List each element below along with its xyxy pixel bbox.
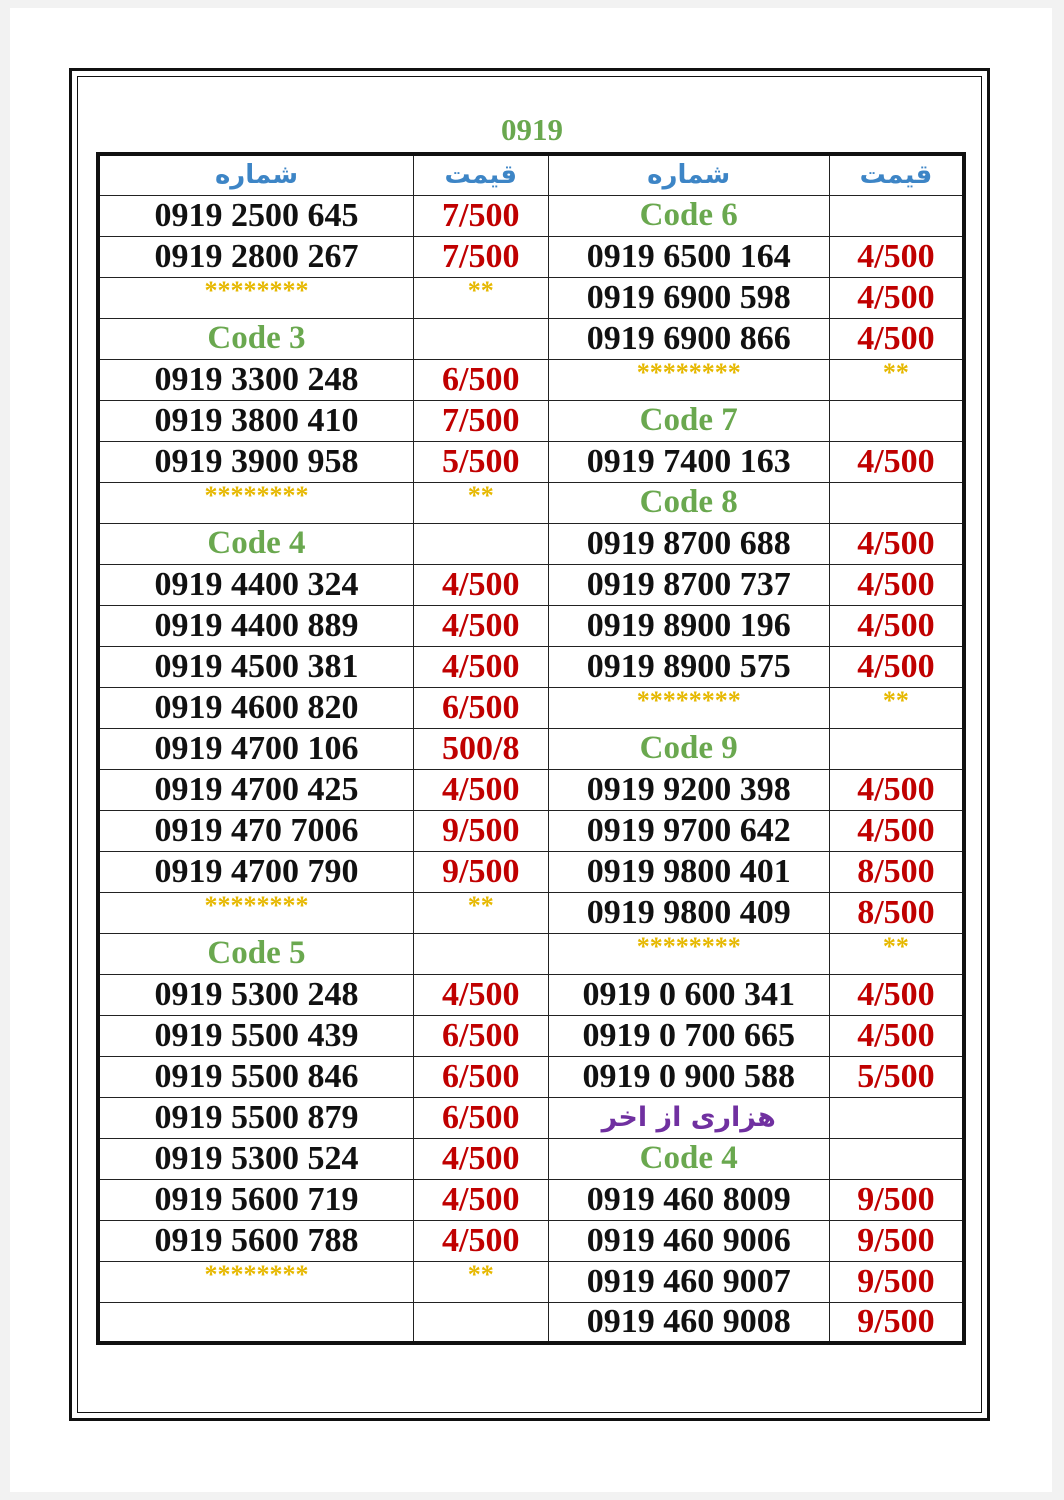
right-phone-number-cell: 0919 6900 866: [548, 318, 829, 359]
left-price-cell: 7/500: [413, 195, 548, 236]
left-price-cell: [413, 523, 548, 564]
right-phone-number-cell: 0919 9700 642: [548, 810, 829, 851]
right-price-cell: 9/500: [829, 1302, 964, 1343]
right-price-cell: 4/500: [829, 769, 964, 810]
right-phone-number-cell: 0919 460 9008: [548, 1302, 829, 1343]
left-phone-number-cell: 0919 470 7006: [98, 810, 413, 851]
left-price-cell: 6/500: [413, 1015, 548, 1056]
table-row: [98, 1302, 964, 1343]
right-phone-number-cell: 0919 9800 401: [548, 851, 829, 892]
table-row: [98, 892, 964, 933]
left-price-cell: [413, 318, 548, 359]
left-phone-number-cell: 0919 5300 248: [98, 974, 413, 1015]
table-row: [98, 277, 964, 318]
right-phone-number-cell: 0919 8700 688: [548, 523, 829, 564]
right-price-cell: 8/500: [829, 892, 964, 933]
table-row: [98, 441, 964, 482]
right-phone-number-cell: 0919 9200 398: [548, 769, 829, 810]
left-phone-number-cell: 0919 4400 889: [98, 605, 413, 646]
right-price-cell: [829, 1097, 964, 1138]
right-phone-number-cell: 0919 6900 598: [548, 277, 829, 318]
right-code-heading-cell: Code 6: [548, 195, 829, 236]
left-phone-number-cell: 0919 5500 879: [98, 1097, 413, 1138]
table-row: [98, 1261, 964, 1302]
left-phone-number-cell: 0919 5600 788: [98, 1220, 413, 1261]
table-row: [98, 1179, 964, 1220]
table-row: [98, 810, 964, 851]
left-phone-number-cell: 0919 5500 846: [98, 1056, 413, 1097]
right-code-heading-cell: Code 7: [548, 400, 829, 441]
right-phone-number-cell: 0919 460 9007: [548, 1261, 829, 1302]
right-price-cell: 9/500: [829, 1220, 964, 1261]
left-price-cell: 6/500: [413, 1097, 548, 1138]
left-code-heading-cell: Code 4: [98, 523, 413, 564]
table-row: [98, 646, 964, 687]
left-price-header: قیمت: [413, 154, 548, 195]
right-price-cell: [829, 400, 964, 441]
left-phone-number-cell: 0919 2500 645: [98, 195, 413, 236]
right-code-heading-cell: Code 8: [548, 482, 829, 523]
left-phone-number-cell: 0919 4400 324: [98, 564, 413, 605]
left-price-cell: 9/500: [413, 851, 548, 892]
right-price-cell: [829, 195, 964, 236]
right-price-cell: 8/500: [829, 851, 964, 892]
right-price-cell: 5/500: [829, 1056, 964, 1097]
right-price-cell: [829, 728, 964, 769]
table-row: [98, 400, 964, 441]
right-price-cell: 4/500: [829, 605, 964, 646]
right-price-cell: 4/500: [829, 441, 964, 482]
table-row: [98, 1220, 964, 1261]
left-phone-number-cell: 0919 5600 719: [98, 1179, 413, 1220]
right-separator-stars-cell: ********: [548, 933, 829, 974]
left-separator-stars-cell: ********: [98, 277, 413, 318]
table-row: [98, 195, 964, 236]
left-separator-stars-cell: ********: [98, 482, 413, 523]
right-phone-number-cell: 0919 6500 164: [548, 236, 829, 277]
left-phone-number-cell: 0919 5300 524: [98, 1138, 413, 1179]
right-price-cell: [829, 1138, 964, 1179]
table-row: [98, 933, 964, 974]
left-price-cell: 4/500: [413, 769, 548, 810]
left-phone-number-cell: 0919 4700 790: [98, 851, 413, 892]
left-price-cell: 4/500: [413, 646, 548, 687]
right-price-cell: 4/500: [829, 1015, 964, 1056]
page-title: 0919: [501, 112, 563, 147]
right-price-cell: [829, 482, 964, 523]
right-phone-number-cell: 0919 460 9006: [548, 1220, 829, 1261]
left-price-cell: 7/500: [413, 400, 548, 441]
left-phone-number-cell: 0919 3300 248: [98, 359, 413, 400]
left-phone-number-cell: 0919 2800 267: [98, 236, 413, 277]
right-number-header: شماره: [548, 154, 829, 195]
right-separator-stars-cell: ********: [548, 687, 829, 728]
left-code-heading-cell: Code 3: [98, 318, 413, 359]
left-price-cell: 4/500: [413, 1138, 548, 1179]
right-price-cell: 4/500: [829, 318, 964, 359]
right-price-cell: 4/500: [829, 236, 964, 277]
left-code-heading-cell: Code 5: [98, 933, 413, 974]
left-phone-number-cell: 0919 4700 106: [98, 728, 413, 769]
left-phone-number-cell: 0919 4600 820: [98, 687, 413, 728]
right-separator-stars-cell: ********: [548, 359, 829, 400]
left-price-cell: **: [413, 277, 548, 318]
table-row: [98, 523, 964, 564]
table-row: [98, 1015, 964, 1056]
table-row: [98, 851, 964, 892]
table-row: [98, 1056, 964, 1097]
left-price-cell: 4/500: [413, 1220, 548, 1261]
left-price-cell: 9/500: [413, 810, 548, 851]
right-price-cell: 4/500: [829, 974, 964, 1015]
table-row: [98, 687, 964, 728]
right-phone-number-cell: 0919 8900 196: [548, 605, 829, 646]
table-row: [98, 564, 964, 605]
left-price-cell: **: [413, 1261, 548, 1302]
right-price-cell: 9/500: [829, 1261, 964, 1302]
left-price-cell: 6/500: [413, 1056, 548, 1097]
left-phone-number-cell: [98, 1302, 413, 1343]
left-phone-number-cell: 0919 3800 410: [98, 400, 413, 441]
right-price-cell: 4/500: [829, 523, 964, 564]
left-phone-number-cell: 0919 4700 425: [98, 769, 413, 810]
price-table: [96, 152, 966, 1345]
right-price-cell: 4/500: [829, 646, 964, 687]
right-phone-number-cell: 0919 9800 409: [548, 892, 829, 933]
right-phone-number-cell: 0919 0 700 665: [548, 1015, 829, 1056]
right-phone-number-cell: 0919 0 600 341: [548, 974, 829, 1015]
left-price-cell: **: [413, 892, 548, 933]
left-price-cell: [413, 933, 548, 974]
table-row: [98, 605, 964, 646]
left-separator-stars-cell: ********: [98, 1261, 413, 1302]
table-row: [98, 974, 964, 1015]
table-row: [98, 1097, 964, 1138]
right-price-cell: 4/500: [829, 810, 964, 851]
left-price-cell: [413, 1302, 548, 1343]
right-code-heading-cell: Code 9: [548, 728, 829, 769]
right-price-cell: **: [829, 359, 964, 400]
left-price-cell: 4/500: [413, 564, 548, 605]
table-row: [98, 1138, 964, 1179]
table-row: [98, 728, 964, 769]
table-row: [98, 359, 964, 400]
right-price-cell: **: [829, 933, 964, 974]
right-section-note-cell: هزاری از اخر: [548, 1097, 829, 1138]
header-row: [98, 154, 964, 195]
right-phone-number-cell: 0919 7400 163: [548, 441, 829, 482]
left-price-cell: 500/8: [413, 728, 548, 769]
table-row: [98, 482, 964, 523]
table-row: [98, 318, 964, 359]
left-price-cell: 4/500: [413, 1179, 548, 1220]
right-phone-number-cell: 0919 8900 575: [548, 646, 829, 687]
right-price-cell: **: [829, 687, 964, 728]
right-price-cell: 9/500: [829, 1179, 964, 1220]
right-price-cell: 4/500: [829, 564, 964, 605]
left-price-cell: 4/500: [413, 974, 548, 1015]
right-phone-number-cell: 0919 460 8009: [548, 1179, 829, 1220]
left-price-cell: 5/500: [413, 441, 548, 482]
left-phone-number-cell: 0919 3900 958: [98, 441, 413, 482]
table-row: [98, 236, 964, 277]
right-phone-number-cell: 0919 0 900 588: [548, 1056, 829, 1097]
left-price-cell: 7/500: [413, 236, 548, 277]
right-code-heading-cell: Code 4: [548, 1138, 829, 1179]
table-row: [98, 769, 964, 810]
left-phone-number-cell: 0919 5500 439: [98, 1015, 413, 1056]
left-price-cell: 4/500: [413, 605, 548, 646]
right-price-cell: 4/500: [829, 277, 964, 318]
left-price-cell: **: [413, 482, 548, 523]
left-price-cell: 6/500: [413, 359, 548, 400]
left-phone-number-cell: 0919 4500 381: [98, 646, 413, 687]
left-price-cell: 6/500: [413, 687, 548, 728]
left-separator-stars-cell: ********: [98, 892, 413, 933]
right-price-header: قیمت: [829, 154, 964, 195]
right-phone-number-cell: 0919 8700 737: [548, 564, 829, 605]
left-number-header: شماره: [98, 154, 413, 195]
